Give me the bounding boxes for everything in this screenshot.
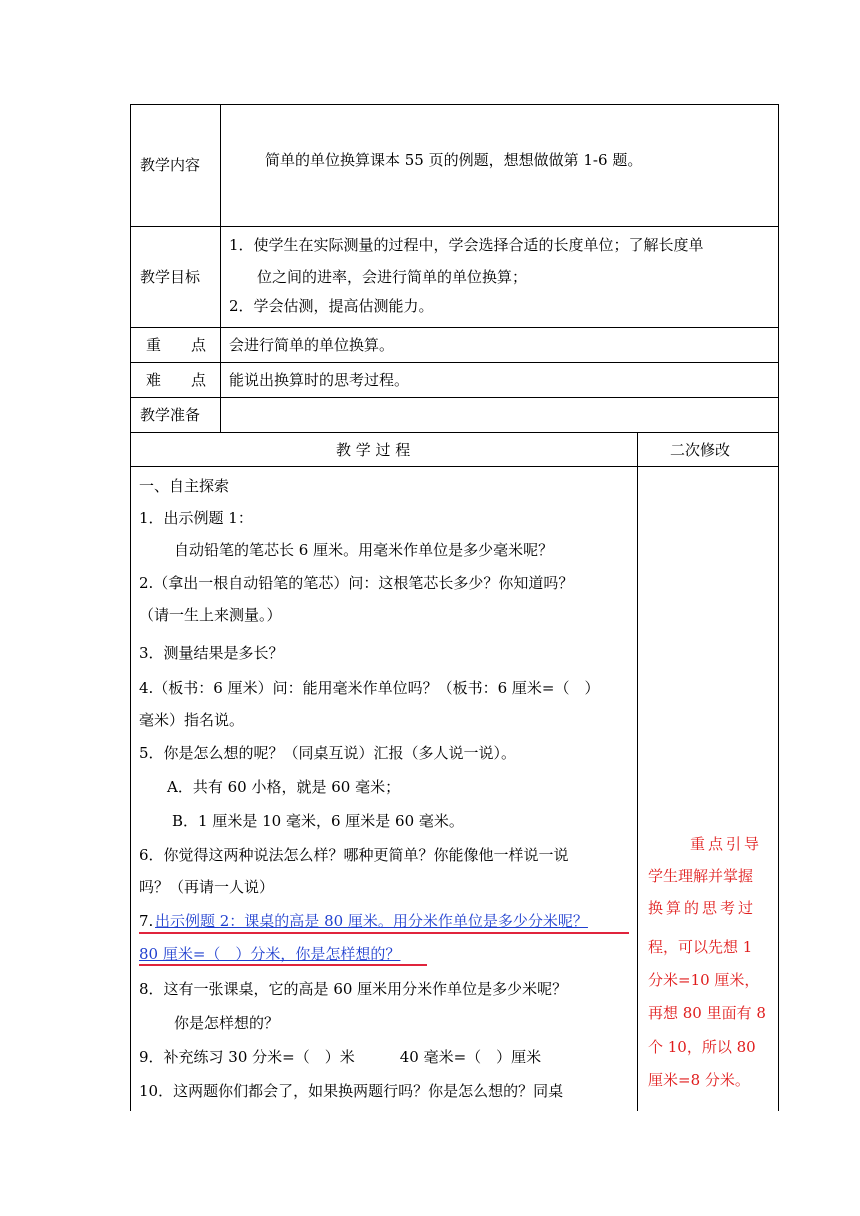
table-border-top (130, 104, 779, 105)
keypoint-label: 重 点 (146, 336, 207, 354)
revision-note-line-1: 重点引导 (690, 835, 763, 853)
process-line-15: 8．这有一张课桌，它的高是 60 厘米用分米作单位是多少米呢？ (139, 980, 568, 998)
table-label-divider (220, 104, 221, 432)
process-line-7: 4.（板书：6 厘米）问：能用毫米作单位吗？（板书：6 厘米=（ ） (139, 679, 600, 697)
revision-note-line-4: 程，可以先想 1 (648, 938, 753, 956)
process-line-12: 6．你觉得这两种说法怎么样？哪种更简单？你能像他一样说一说 (139, 846, 569, 864)
preparation-label: 教学准备 (140, 406, 201, 424)
process-line-6: 3．测量结果是多长？ (139, 644, 284, 662)
process-line-2: 1．出示例题 1： (139, 509, 253, 527)
goals-line-3: 2．学会估测，提高估测能力。 (229, 297, 434, 315)
goals-line-2: 位之间的进率，会进行简单的单位换算； (257, 268, 528, 286)
process-line-5: （请一生上来测量。） (139, 606, 282, 624)
process-line-10: A．共有 60 小格，就是 60 毫米； (167, 778, 401, 796)
revision-note-line-7: 个 10，所以 80 (648, 1038, 756, 1056)
process-line-11: B．1 厘米是 10 毫米，6 厘米是 60 毫米。 (172, 812, 464, 830)
difficulty-text: 能说出换算时的思考过程。 (229, 371, 410, 389)
example-2-link[interactable]: 出示例题 2：课桌的高是 80 厘米。用分米作单位是多少分米呢？ (155, 912, 588, 930)
revision-header: 二次修改 (670, 441, 731, 459)
content-text: 简单的单位换算课本 55 页的例题，想想做做第 1-6 题。 (265, 151, 643, 169)
example-2-underline-2 (139, 964, 427, 966)
process-column-divider (637, 432, 638, 1111)
keypoint-text: 会进行简单的单位换算。 (229, 336, 395, 354)
row-divider-content (130, 226, 779, 227)
process-line-1: 一、自主探索 (139, 477, 230, 495)
revision-note-line-2: 学生理解并掌握 (648, 867, 754, 885)
process-line-18: 10．这两题你们都会了，如果换两题行吗？你是怎么想的？同桌 (139, 1082, 564, 1100)
revision-note-line-5: 分米=10 厘米， (648, 971, 760, 989)
process-line-14-number: 7. (139, 912, 154, 930)
goals-label: 教学目标 (140, 268, 201, 286)
table-border-right (778, 104, 779, 1111)
row-divider-process-header (130, 466, 779, 467)
example-2-link-line-2[interactable]: 80 厘米=（ ）分米，你是怎样想的？ (139, 945, 401, 963)
revision-note-line-6: 再想 80 里面有 8 (648, 1004, 766, 1022)
example-2-underline-1 (139, 932, 629, 934)
process-line-9: 5．你是怎么想的呢？（同桌互说）汇报（多人说一说）。 (139, 744, 517, 762)
row-divider-preparation (130, 432, 779, 433)
table-border-left (130, 104, 131, 1111)
row-divider-goals (130, 327, 779, 328)
row-divider-keypoint (130, 362, 779, 363)
process-header: 教 学 过 程 (336, 441, 411, 459)
goals-line-1: 1．使学生在实际测量的过程中，学会选择合适的长度单位；了解长度单 (229, 236, 704, 254)
revision-note-line-8: 厘米=8 分米。 (648, 1071, 750, 1089)
process-line-13: 吗？（再请一人说） (139, 878, 275, 896)
process-line-8: 毫米）指名说。 (139, 711, 245, 729)
content-label: 教学内容 (140, 156, 201, 174)
revision-note-line-3: 换算的思考过 (648, 899, 757, 917)
process-line-4: 2.（拿出一根自动铅笔的笔芯）问：这根笔芯长多少？你知道吗？ (139, 574, 574, 592)
row-divider-difficulty (130, 397, 779, 398)
process-line-17: 9．补充练习 30 分米=（ ）米 40 毫米=（ ）厘米 (139, 1048, 542, 1066)
difficulty-label: 难 点 (146, 371, 207, 389)
process-line-16: 你是怎样想的？ (174, 1014, 280, 1032)
process-line-3: 自动铅笔的笔芯长 6 厘米。用毫米作单位是多少毫米呢？ (174, 541, 554, 559)
